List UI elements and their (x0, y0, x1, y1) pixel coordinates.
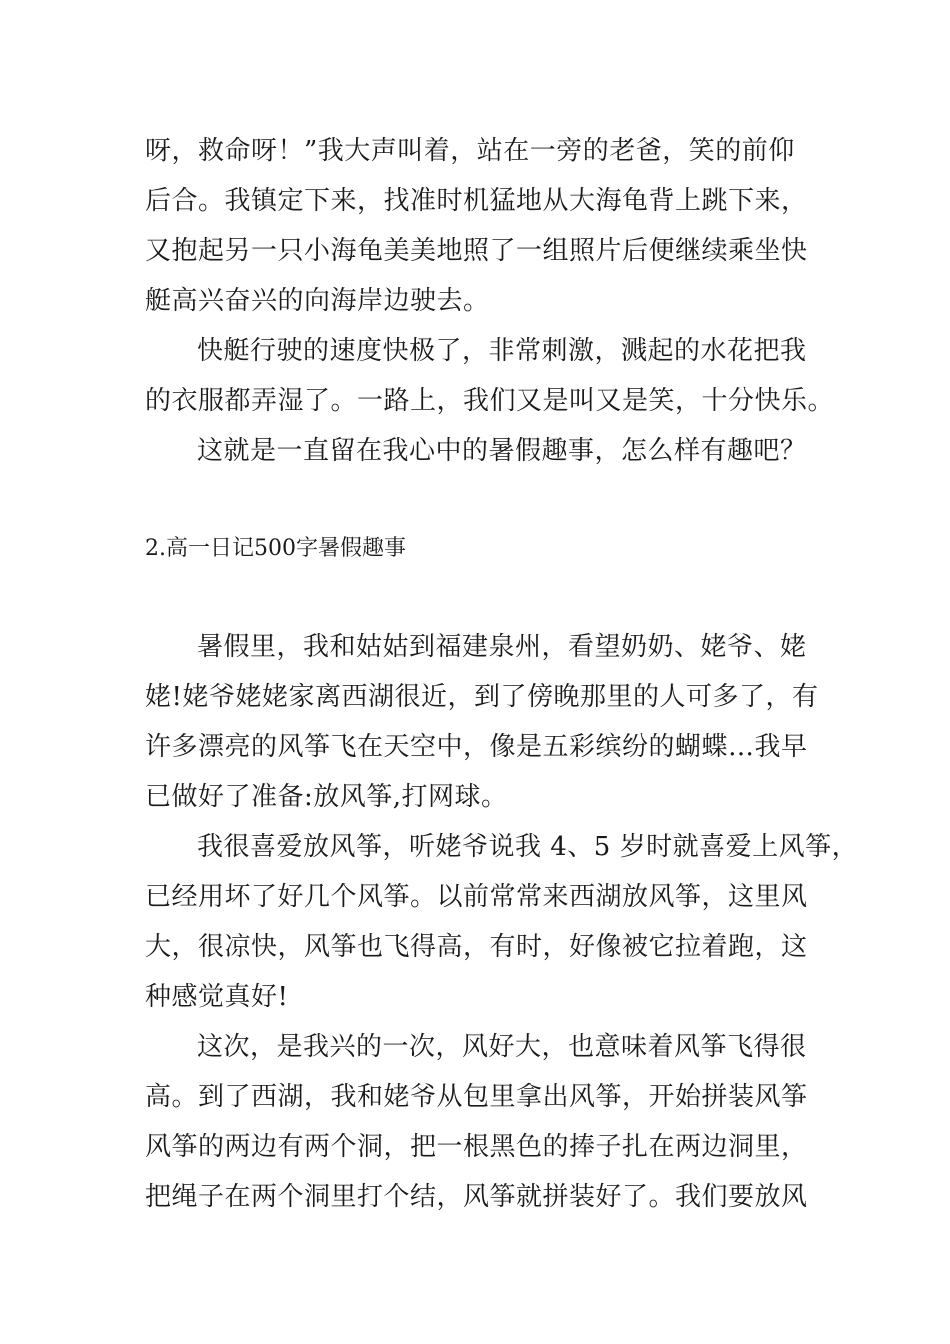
paragraph-line: 快艇行驶的速度快极了，非常刺激，溅起的水花把我 (197, 336, 807, 366)
paragraph-line: 后合。我镇定下来，找准时机猛地从大海龟背上跳下来， (145, 186, 808, 216)
paragraph-line: 风筝的两边有两个洞，把一根黑色的捧子扎在两边洞里， (145, 1132, 808, 1162)
paragraph-line: 这次，是我兴的一次，风好大，也意味着风筝飞得很 (197, 1032, 807, 1062)
paragraph-line: 已经用坏了好几个风筝。以前常常来西湖放风筝，这里风 (145, 882, 808, 912)
paragraph-line: 许多漂亮的风筝飞在天空中，像是五彩缤纷的蝴蝶…我早 (145, 732, 808, 762)
paragraph-line: 的衣服都弄湿了。一路上，我们又是叫又是笑，十分快乐。 (145, 386, 835, 416)
paragraph-line: 高。到了西湖，我和姥爷从包里拿出风筝，开始拼装风筝 (145, 1082, 808, 1112)
paragraph-line: 又抱起另一只小海龟美美地照了一组照片后便继续乘坐快 (145, 236, 808, 266)
paragraph-line: 种感觉真好! (145, 982, 289, 1012)
paragraph-line: 大，很凉快，风筝也飞得高，有时，好像被它拉着跑，这 (145, 932, 808, 962)
paragraph-line: 艇高兴奋兴的向海岸边驶去。 (145, 286, 490, 316)
paragraph-line: 姥!姥爷姥姥家离西湖很近，到了傍晚那里的人可多了，有 (145, 682, 819, 712)
paragraph-line: 这就是一直留在我心中的暑假趣事，怎么样有趣吧？ (197, 436, 807, 466)
section-heading: 2.高一日记500字暑假趣事 (145, 536, 406, 561)
paragraph-line: 呀，救命呀！”我大声叫着，站在一旁的老爸，笑的前仰 (145, 136, 795, 166)
paragraph-line: 我很喜爱放风筝，听姥爷说我 4、5 岁时就喜爱上风筝， (197, 832, 859, 862)
paragraph-line: 已做好了准备:放风筝,打网球。 (145, 782, 508, 812)
paragraph-line: 暑假里，我和姑姑到福建泉州，看望奶奶、姥爷、姥 (197, 632, 807, 662)
paragraph-line: 把绳子在两个洞里打个结，风筝就拼装好了。我们要放风 (145, 1182, 808, 1212)
